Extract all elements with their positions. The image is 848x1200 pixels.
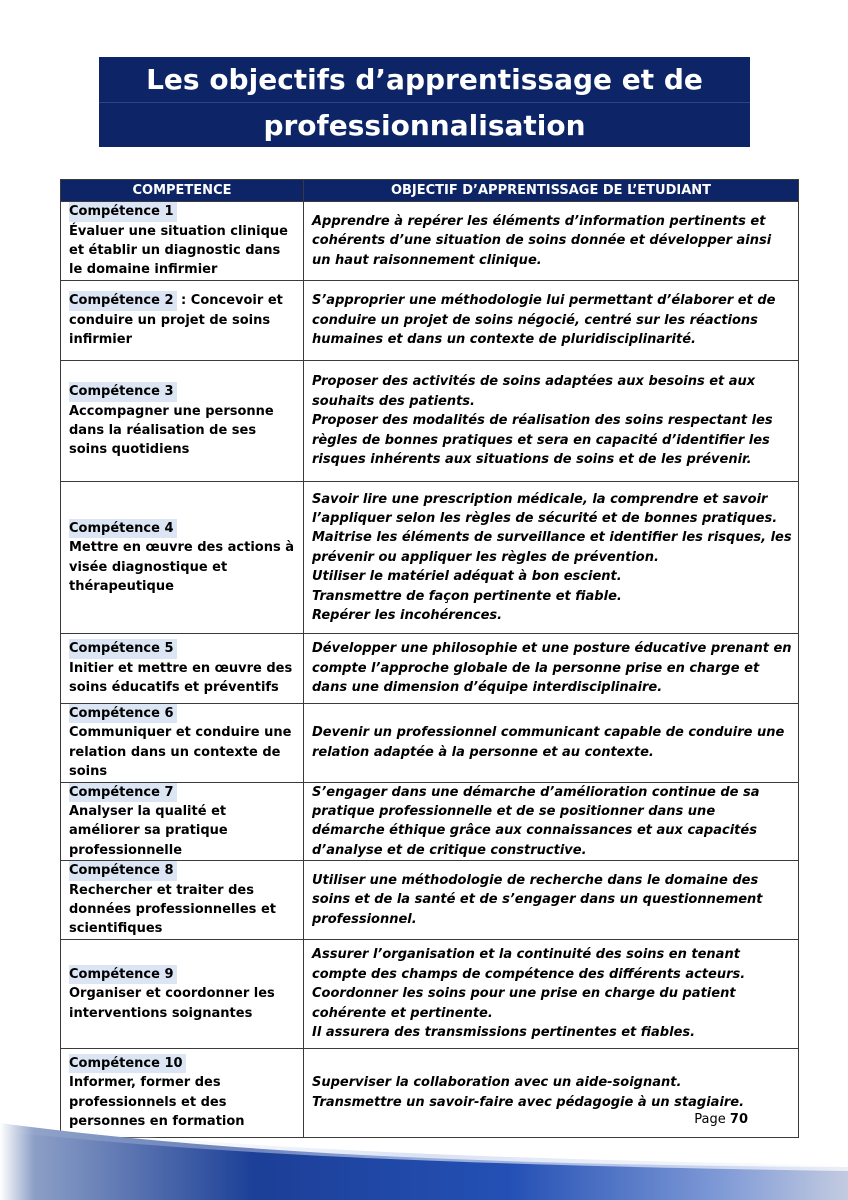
table-row — [61, 782, 799, 861]
objective-cell — [304, 202, 799, 281]
competence-number: Compétence 5 — [69, 639, 177, 658]
objective-text: Apprendre à repérer les éléments d’information pertinents et cohérents d’une situation de soins donnée et développer ainsi un haut raisonnement clinique. — [312, 213, 772, 268]
objective-text: S’approprier une méthodologie lui permettant d’élaborer et de conduire un projet de soins négocié, centré sur les réactions humaines et dans un contexte de pluridisciplinarité. — [312, 293, 776, 348]
footer-decoration — [0, 1115, 848, 1200]
objective-text: Transmettre de façon pertinente et fiable. — [312, 588, 622, 604]
objective-cell — [304, 482, 799, 634]
competence-name: Rechercher et traiter des données professionnelles et scientifiques — [69, 882, 276, 937]
competence-number: Compétence 7 — [69, 783, 177, 802]
objective-text: Proposer des modalités de réalisation des soins respectant les règles de bonnes pratiques et sera en capacité d’identifier les risques inhérents aux situations de soins et de les prévenir. — [312, 413, 773, 468]
objective-text: Proposer des activités de soins adaptées aux besoins et aux souhaits des patients. — [312, 374, 756, 409]
page-number-value: 70 — [729, 1112, 748, 1127]
page-title-line-2: professionnalisation — [99, 102, 750, 148]
objective-text: Transmettre un savoir-faire avec pédagogie à un stagiaire. — [312, 1094, 745, 1110]
objective-text: Assurer l’organisation et la continuité des soins en tenant compte des champs de compétence des différents acteurs. — [312, 947, 746, 982]
table-row — [61, 482, 799, 634]
table-row — [61, 361, 799, 482]
objective-text: Coordonner les soins pour une prise en charge du patient cohérente et pertinente. — [312, 986, 736, 1021]
competence-cell — [61, 202, 304, 281]
competence-number: Compétence 6 — [69, 704, 177, 723]
column-header-competence: COMPETENCE — [61, 180, 304, 202]
competence-name: Communiquer et conduire une relation dans un contexte de soins — [69, 725, 292, 780]
objective-text: Il assurera des transmissions pertinentes et fiables. — [312, 1024, 696, 1040]
competence-cell — [61, 704, 304, 783]
table-row — [61, 939, 799, 1048]
objective-cell — [304, 782, 799, 861]
competence-cell — [61, 361, 304, 482]
objective-text: Repérer les incohérences. — [312, 608, 503, 624]
objective-text: Superviser la collaboration avec un aide-soignant. — [312, 1075, 682, 1091]
table-row — [61, 861, 799, 940]
competence-name: Évaluer une situation clinique et établir un diagnostic dans le domaine infirmier — [69, 223, 288, 278]
objective-text: Devenir un professionnel communicant capable de conduire une relation adaptée à la personne et au contexte. — [312, 725, 785, 760]
column-header-objectif: OBJECTIF D’APPRENTISSAGE DE L’ETUDIANT — [304, 180, 799, 202]
objective-cell — [304, 861, 799, 940]
table-row — [61, 634, 799, 704]
competence-cell — [61, 634, 304, 704]
competence-number: Compétence 4 — [69, 519, 177, 538]
objective-cell — [304, 361, 799, 482]
page-title-line-1: Les objectifs d’apprentissage et de — [146, 63, 703, 96]
competence-name: Analyser la qualité et améliorer sa pratique professionnelle — [69, 804, 228, 858]
competence-cell — [61, 782, 304, 861]
objective-text: Utiliser le matériel adéquat à bon escient. — [312, 569, 622, 585]
table-header-row — [61, 180, 799, 202]
competence-cell — [61, 861, 304, 940]
competence-number: Compétence 8 — [69, 861, 177, 880]
competence-table — [60, 179, 799, 1138]
objective-cell — [304, 704, 799, 783]
objective-text: Savoir lire une prescription médicale, la comprendre et savoir l’appliquer selon les règles de sécurité et de bonnes pratiques. — [312, 491, 778, 526]
competence-name: Accompagner une personne dans la réalisation de ses soins quotidiens — [69, 403, 274, 458]
competence-name: Organiser et coordonner les interventions soignantes — [69, 986, 275, 1021]
competence-cell — [61, 482, 304, 634]
competence-name: Initier et mettre en œuvre des soins éducatifs et préventifs — [69, 660, 293, 696]
competence-number: Compétence 10 — [69, 1054, 186, 1073]
table-row — [61, 202, 799, 281]
competence-number: Compétence 2 — [69, 291, 177, 310]
page-title-banner — [99, 57, 750, 147]
competence-cell — [61, 281, 304, 361]
objective-text: Utiliser une méthodologie de recherche dans le domaine des soins et de la santé et de s’engager dans un questionnement professionnel. — [312, 872, 763, 927]
competence-cell — [61, 939, 304, 1048]
objective-cell — [304, 634, 799, 704]
objective-text: Maitrise les éléments de surveillance et identifier les risques, les prévenir ou appliquer les règles de prévention. — [312, 530, 792, 565]
objective-text: Développer une philosophie et une posture éducative prenant en compte l’approche globale de la personne prise en charge et dans une dimension d’équipe interdisciplinaire. — [312, 641, 792, 696]
objective-cell — [304, 939, 799, 1048]
table-row — [61, 704, 799, 783]
objective-text: S’engager dans une démarche d’amélioration continue de sa pratique professionnelle et de se positionner dans une démarche éthique grâce aux connaissances et aux capacités d’analyse et de critique constructive. — [312, 784, 760, 858]
competence-name: : Concevoir et conduire un projet de soins infirmier — [69, 293, 283, 348]
competence-number: Compétence 9 — [69, 965, 177, 984]
competence-number: Compétence 1 — [69, 202, 177, 221]
competence-name: Informer, former des professionnels et des personnes en formation — [69, 1075, 245, 1130]
page-label: Page — [694, 1112, 726, 1127]
table-row — [61, 281, 799, 361]
objective-cell — [304, 281, 799, 361]
competence-name: Mettre en œuvre des actions à visée diagnostique et thérapeutique — [69, 540, 294, 594]
competence-number: Compétence 3 — [69, 382, 177, 401]
